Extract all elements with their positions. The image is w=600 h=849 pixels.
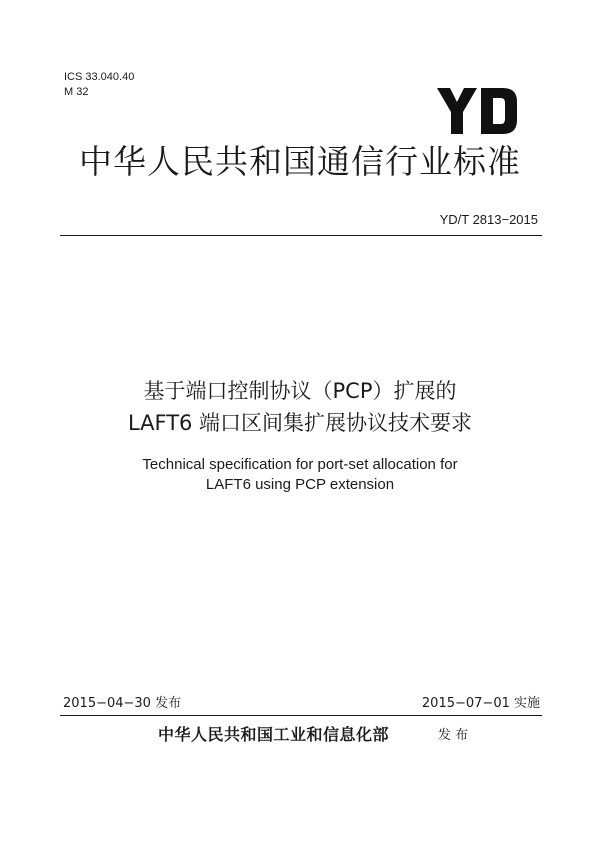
document-title-cn-line-2: LAFT6 端口区间集扩展协议技术要求 (127, 411, 473, 435)
document-title-en-line-1: Technical specification for port-set allocation for (142, 456, 458, 473)
yd-logo (437, 88, 519, 134)
footer-divider (60, 715, 542, 716)
standard-title: 中华人民共和国通信行业标准 (79, 142, 521, 181)
issue-date: 2015−04−30 发布 (63, 696, 182, 711)
publisher-action: 发 布 (438, 728, 469, 743)
classification-code: M 32 (64, 86, 89, 98)
standard-number: YD/T 2813−2015 (439, 212, 538, 227)
publisher-name: 中华人民共和国工业和信息化部 (158, 725, 390, 744)
implementation-date: 2015−07−01 实施 (421, 696, 540, 711)
header-divider (60, 235, 542, 236)
document-title-cn-line-1: 基于端口控制协议（PCP）扩展的 (143, 379, 457, 403)
ics-code: ICS 33.040.40 (64, 71, 135, 83)
document-title-en-line-2: LAFT6 using PCP extension (205, 476, 395, 493)
